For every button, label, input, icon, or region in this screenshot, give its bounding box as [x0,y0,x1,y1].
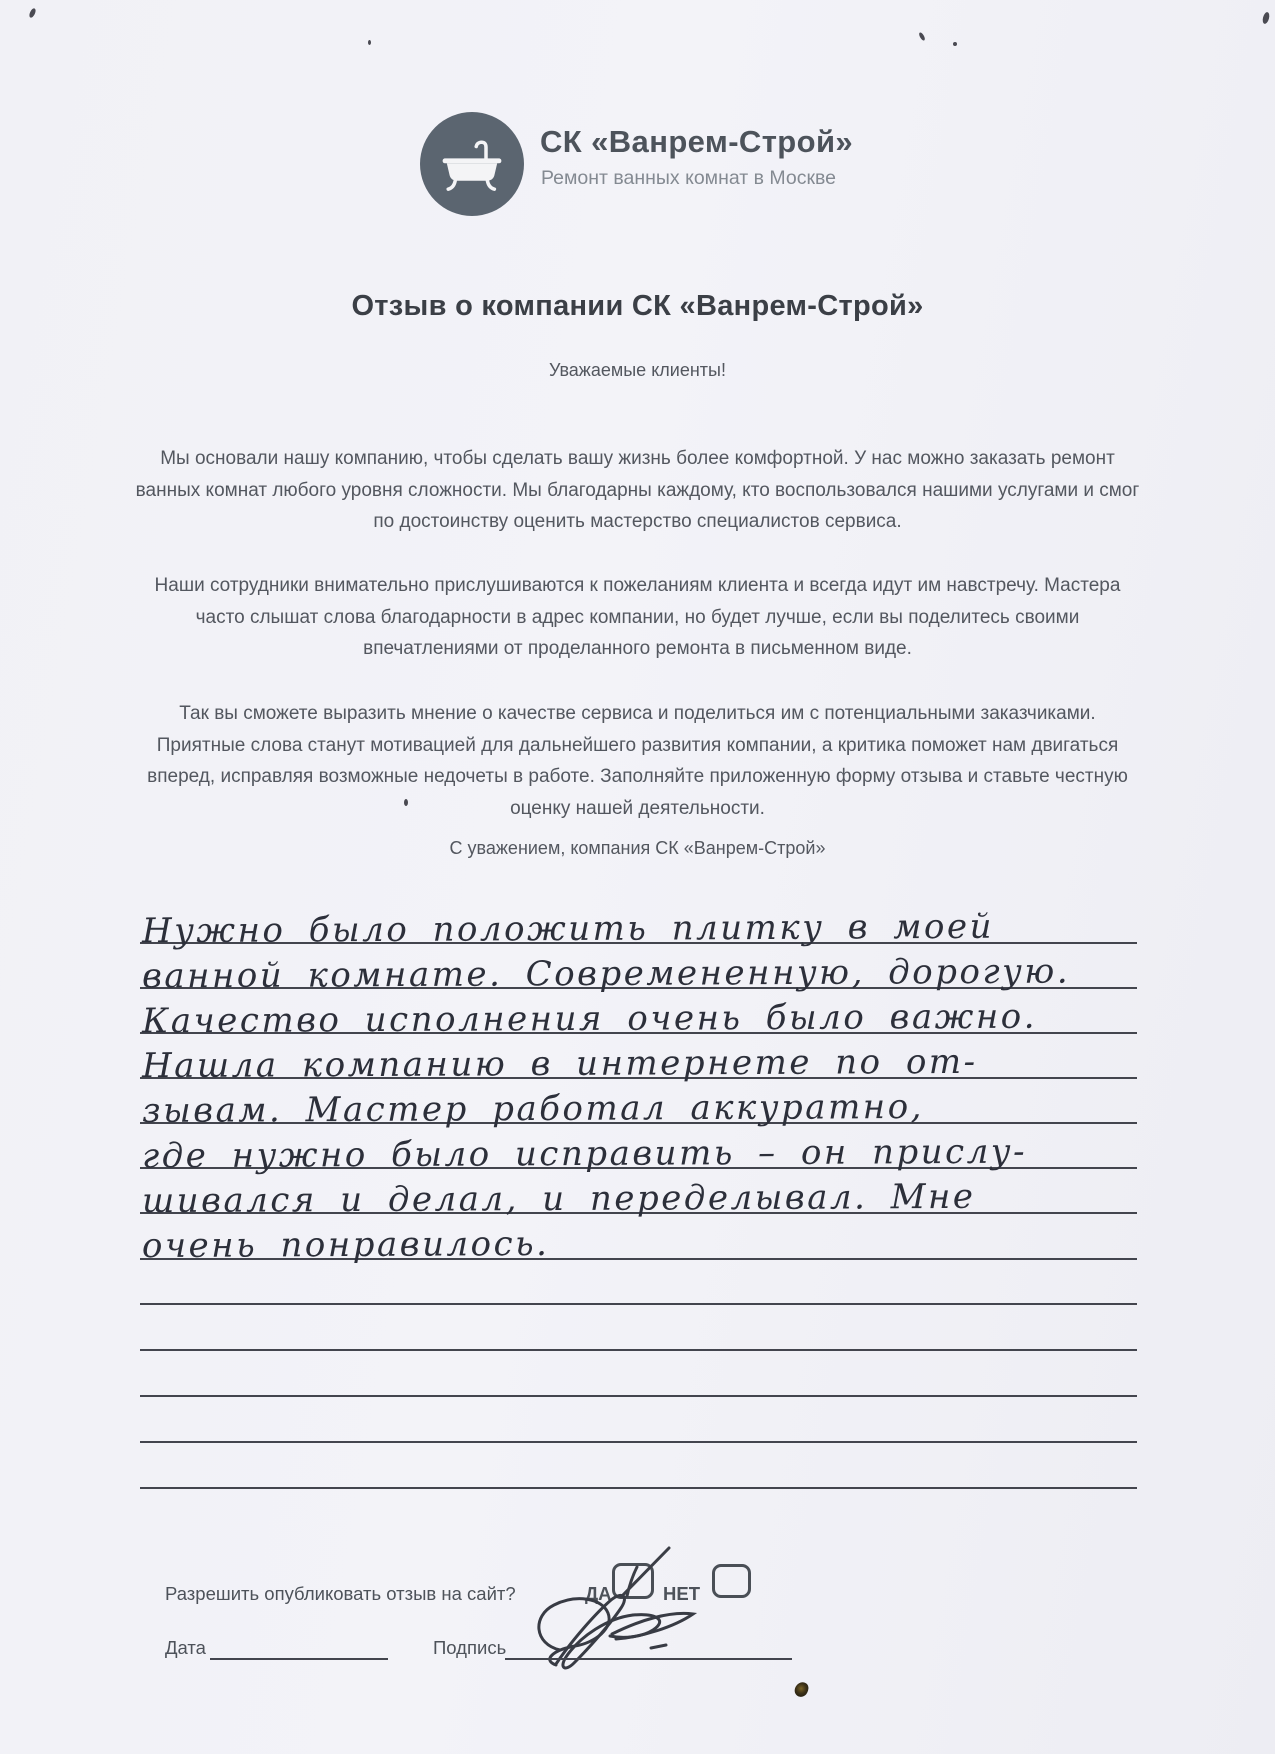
review-line [140,1123,1137,1177]
scan-speck [918,32,926,42]
publish-question-label: Разрешить опубликовать отзыв на сайт? [165,1583,516,1604]
scan-debris-speck [793,1680,810,1699]
signature-input-line[interactable] [505,1638,792,1660]
handwritten-text: Нашла компанию в интернете по от- [141,1041,978,1087]
greeting-line: Уважаемые клиенты! [549,360,726,380]
scan-speck [1262,11,1271,24]
handwritten-text: где нужно было исправить – он прислу- [141,1131,1028,1177]
handwritten-text: зывам. Мастер работал аккуратно, [141,1086,925,1132]
intro-paragraph-3: Так вы сможете выразить мнение о качестве сервиса и поделиться им с потенциальными заказчиками. Приятные слова станут мотивацией для дальнейшего развития компании, а критика поможет нам двигаться вперед, исправляя возможные недочеты в работе. Заполняйте приложенную форму отзыва и ставьте честную оценку нашей деятельности. [147,703,1128,819]
bathtub-icon [437,129,507,199]
handwritten-text: ванной комнате. Современенную, дорогую. [141,951,1071,997]
review-line [140,1168,1137,1222]
review-line [140,898,1137,952]
company-name: СК «Ванрем-Строй» [540,124,854,159]
company-tagline: Ремонт ванных комнат в Москве [541,167,836,189]
signature-label: Подпись [433,1637,507,1658]
review-line-blank [140,1305,1137,1351]
review-line-blank [140,1351,1137,1397]
review-line [140,943,1137,997]
handwritten-text: очень понравилось. [141,1223,550,1267]
review-line [140,1214,1137,1267]
review-line [140,1078,1137,1132]
intro-paragraph-1: Мы основали нашу компанию, чтобы сделать вашу жизнь более комфортной. У нас можно заказать ремонт ванных комнат любого уровня сложности. Мы благодарны каждому, кто воспользовался нашими услугами и смог по достоинству оценить мастерство специалистов сервиса. [135,448,1140,532]
review-line-blank [140,1397,1137,1443]
company-logo [420,112,524,216]
scan-speck [368,40,371,45]
handwritten-text: шивался и делал, и переделывал. Мне [141,1176,976,1222]
intro-paragraph-2: Наши сотрудники внимательно прислушиваются к пожеланиям клиента и всегда идут им навстречу. Мастера часто слышат слова благодарности в адрес компании, но будет лучше, если вы поделитесь своими впечатлениями от проделанного ремонта в письменном виде. [154,575,1121,659]
review-line [140,988,1137,1042]
date-label: Дата [165,1637,206,1658]
review-line [140,1033,1137,1087]
scan-speck [28,7,37,18]
page-title: Отзыв о компании СК «Ванрем-Строй» [351,290,924,322]
date-input-line[interactable] [210,1638,388,1660]
scan-speck [953,42,957,46]
review-line-blank [140,1259,1137,1305]
handwritten-text: Нужно было положить плитку в моей [141,906,995,952]
signoff-line: С уважением, компания СК «Ванрем-Строй» [449,838,826,858]
handwritten-text: Качество исполнения очень было важно. [141,996,1038,1042]
no-checkbox[interactable] [712,1564,751,1598]
yes-label: ДА [585,1583,612,1604]
review-line-blank [140,1443,1137,1489]
no-label: НЕТ [663,1583,700,1604]
